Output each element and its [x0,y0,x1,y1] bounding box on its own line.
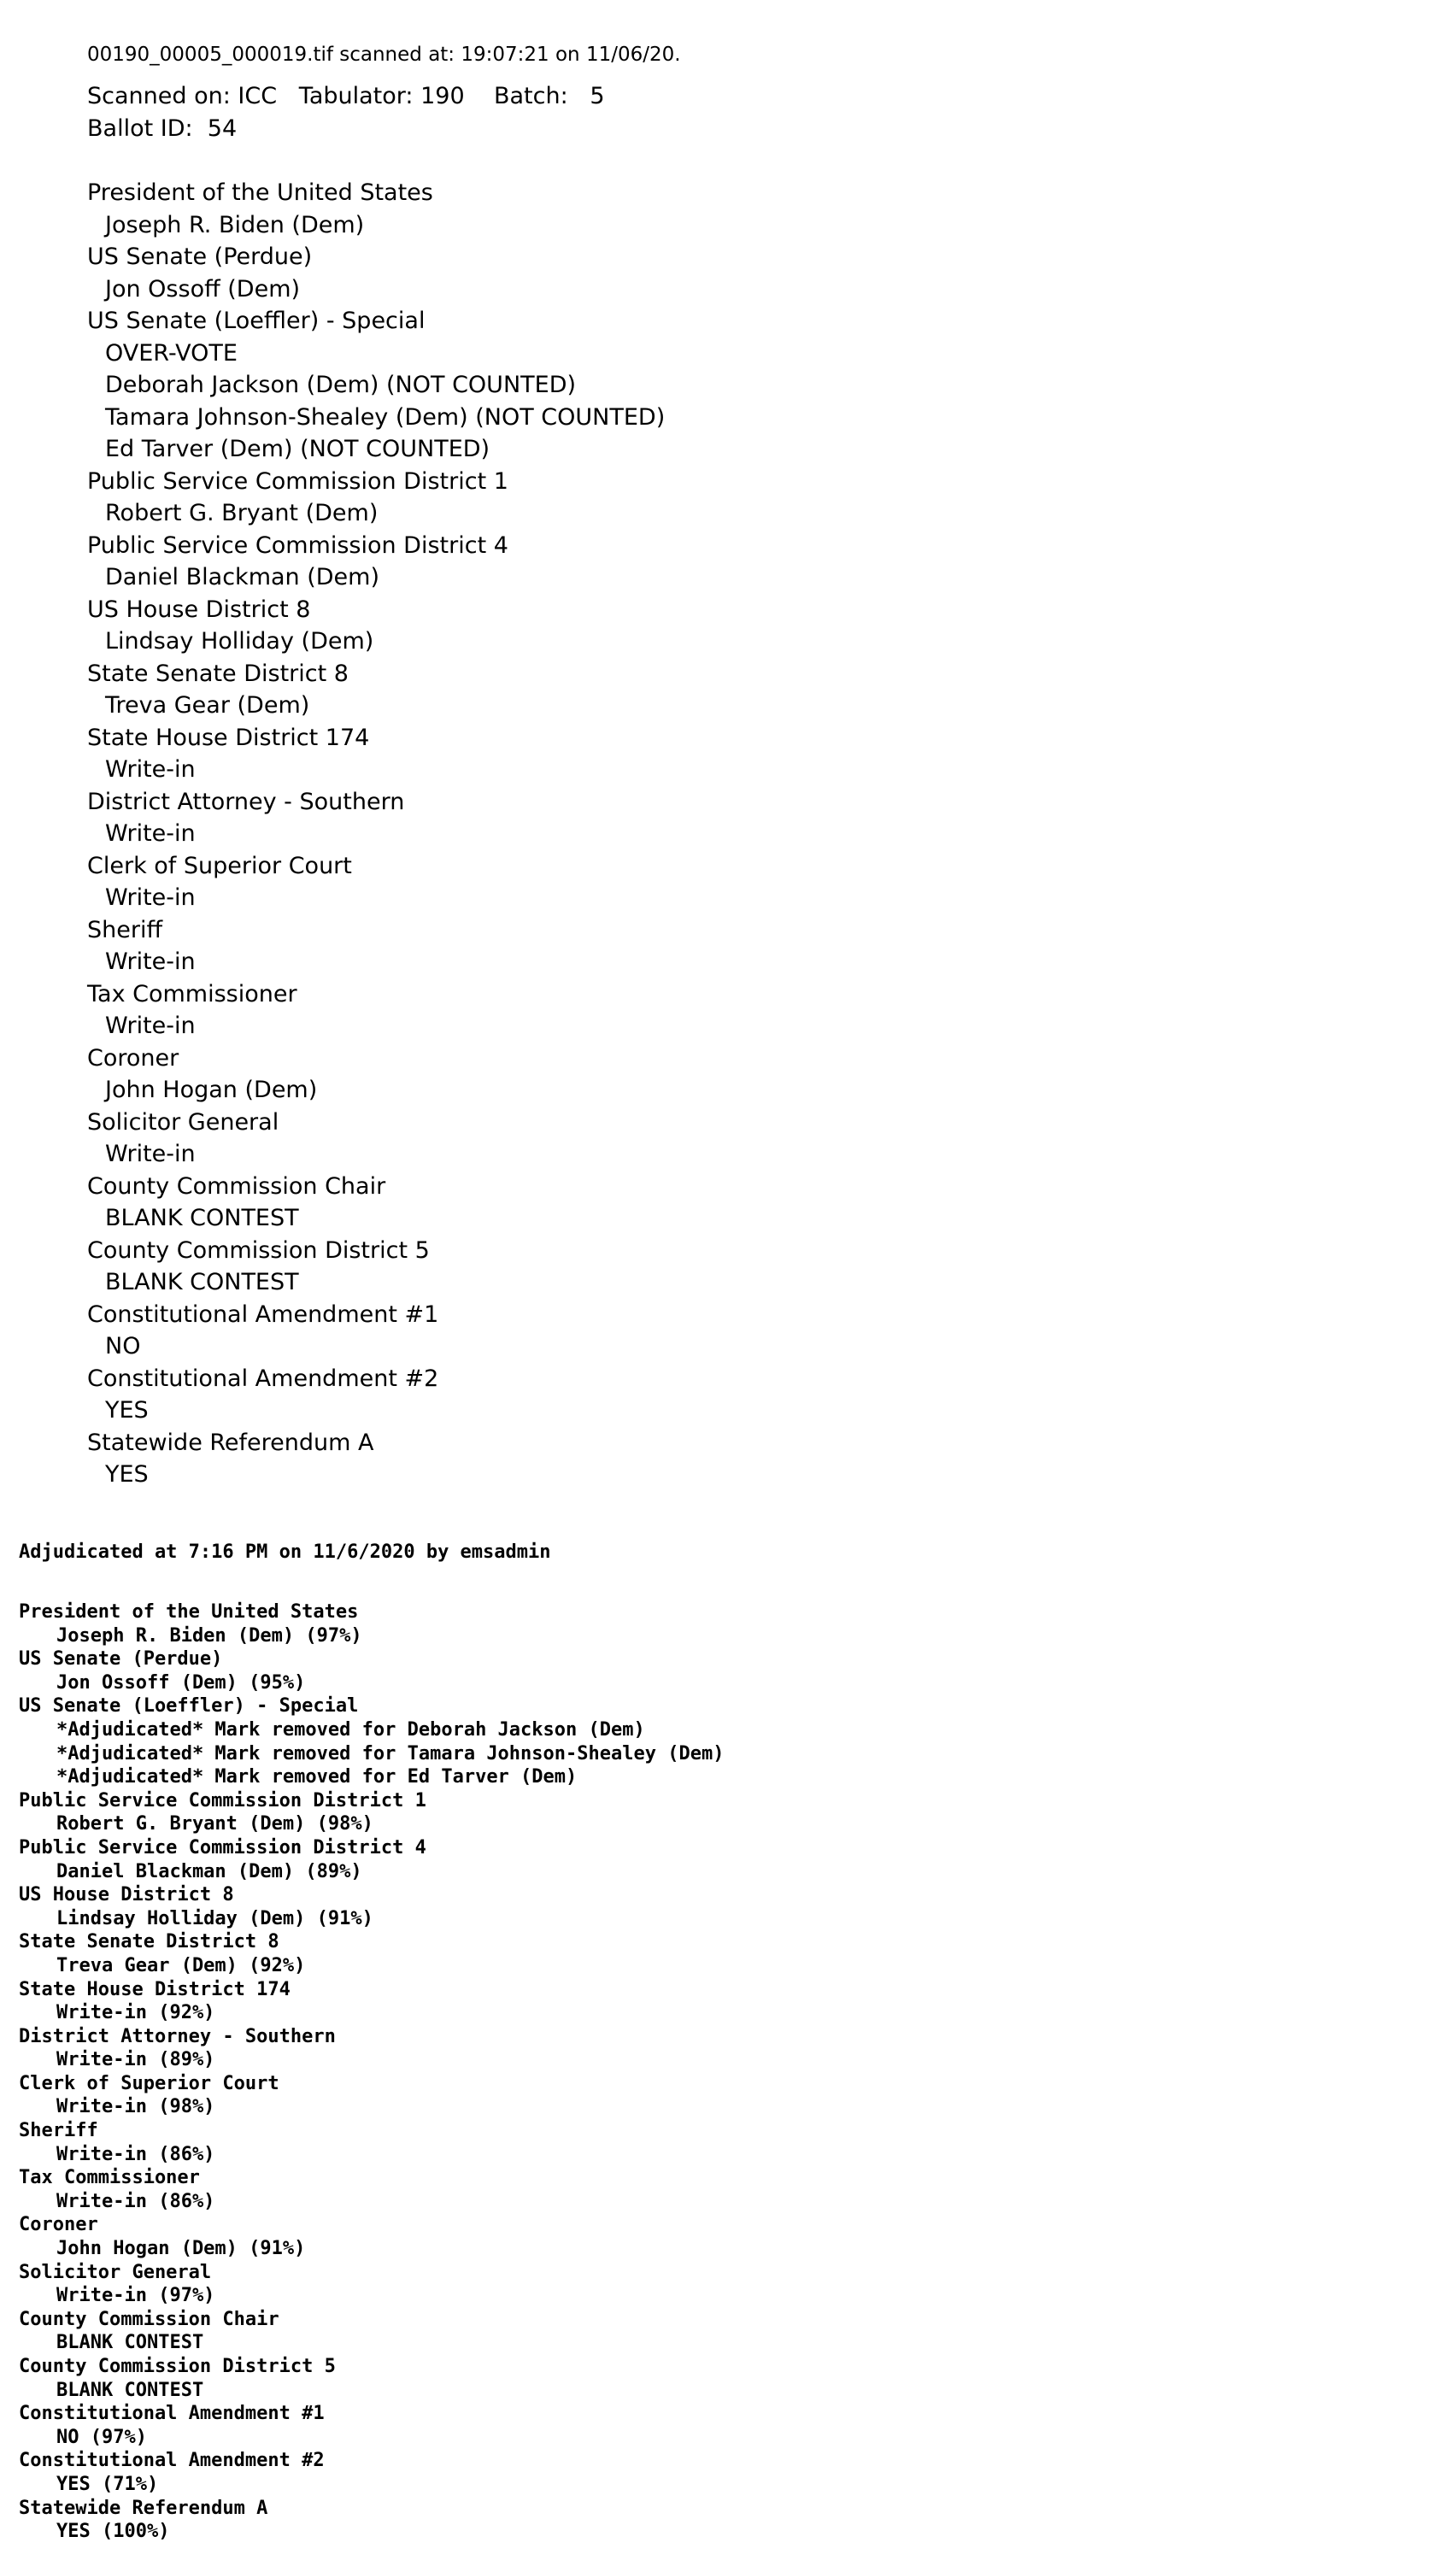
contest-choice: Treva Gear (Dem) [105,692,310,719]
contest-choice: Write-in [105,884,196,911]
adjudication-section [19,1541,724,2544]
contest-name: Coroner [19,2214,98,2236]
contest-name: County Commission District 5 [87,1236,430,1264]
contest-name: County Commission District 5 [19,2356,336,2377]
contest-name: Public Service Commission District 1 [87,467,508,495]
contest-name: County Commission Chair [87,1172,386,1200]
contest-choice: Treva Gear (Dem) (92%) [56,1954,306,1976]
contest-choice: YES (100%) [56,2521,170,2543]
contest-choice: Ed Tarver (Dem) (NOT COUNTED) [105,436,490,462]
contest-choice: Write-in (86%) [56,2190,215,2212]
contest-name: Constitutional Amendment #2 [87,1365,439,1392]
contest-name: District Attorney - Southern [87,788,405,815]
contest-choice: BLANK CONTEST [105,1205,299,1231]
contest-name: US Senate (Perdue) [87,244,313,270]
scan-contest-list [87,177,681,1491]
contest-name: US Senate (Perdue) [19,1648,223,1671]
contest-name: President of the United States [19,1601,359,1623]
contest-choice: Lindsay Holliday (Dem) (91%) [56,1907,373,1929]
contest-choice: BLANK CONTEST [56,2332,204,2354]
contest-choice: *Adjudicated* Mark removed for Tamara Johnson-Shealey (Dem) [56,1742,725,1764]
contest-name: District Attorney - Southern [19,2025,336,2047]
contest-choice: *Adjudicated* Mark removed for Deborah Jackson (Dem) [56,1718,645,1741]
contest-choice: Robert G. Bryant (Dem) (98%) [56,1813,373,1835]
contest-choice: Write-in (86%) [56,2143,215,2165]
contest-choice: Jon Ossoff (Dem) [105,275,301,302]
contest-choice: Tamara Johnson-Shealey (Dem) (NOT COUNTED) [105,403,666,431]
contest-name: Statewide Referendum A [19,2497,268,2519]
contest-name: Statewide Referendum A [87,1429,374,1456]
contest-name: Coroner [87,1044,179,1072]
contest-name: Solicitor General [87,1108,279,1136]
contest-choice: Write-in (97%) [56,2285,215,2307]
adjudication-contest-list [19,1600,724,2544]
scan-section [87,41,681,1491]
contest-name: Public Service Commission District 1 [19,1789,426,1811]
contest-choice: Write-in (92%) [56,2002,215,2024]
contest-name: Clerk of Superior Court [87,852,352,879]
contest-name: US Senate (Loeffler) - Special [87,308,426,334]
scanned-on-line: Scanned on: ICC Tabulator: 190 Batch: 5 [87,83,605,109]
contest-choice: Write-in [105,948,196,975]
contest-name: President of the United States [87,179,433,206]
contest-name: State House District 174 [87,724,370,751]
contest-name: US House District 8 [87,596,311,623]
contest-name: State House District 174 [19,1978,291,2000]
contest-choice: John Hogan (Dem) [105,1077,318,1103]
contest-name: Solicitor General [19,2261,212,2283]
contest-choice: Write-in [105,820,196,847]
contest-name: Constitutional Amendment #1 [19,2403,325,2425]
contest-choice: Joseph R. Biden (Dem) [105,211,365,238]
contest-name: Sheriff [87,916,163,943]
contest-name: Constitutional Amendment #2 [19,2450,325,2472]
contest-name: US House District 8 [19,1884,234,1906]
contest-choice: Daniel Blackman (Dem) (89%) [56,1860,362,1882]
contest-name: Constitutional Amendment #1 [87,1301,439,1328]
contest-choice: Write-in [105,1013,196,1039]
contest-name: Clerk of Superior Court [19,2072,279,2094]
adjudication-header: Adjudicated at 7:16 PM on 11/6/2020 by emsadmin [19,1541,551,1563]
contest-choice: Write-in (98%) [56,2096,215,2118]
contest-choice: NO [105,1333,141,1359]
contest-choice: John Hogan (Dem) (91%) [56,2238,306,2260]
contest-choice: Daniel Blackman (Dem) [105,564,380,590]
contest-choice: Jon Ossoff (Dem) (95%) [56,1671,306,1694]
contest-name: State Senate District 8 [19,1931,279,1953]
contest-name: Sheriff [19,2120,98,2142]
contest-name: Tax Commissioner [19,2167,200,2189]
contest-choice: Robert G. Bryant (Dem) [105,500,379,526]
contest-choice: YES (71%) [56,2473,159,2495]
contest-choice: Write-in [105,756,196,783]
contest-choice: YES [105,1461,149,1488]
contest-choice: Joseph R. Biden (Dem) (97%) [56,1624,362,1647]
scan-header: 00190_00005_000019.tif scanned at: 19:07:21 on 11/06/20. [87,44,681,66]
contest-choice: YES [105,1397,149,1424]
contest-choice: Write-in [105,1141,196,1167]
contest-choice: BLANK CONTEST [105,1269,299,1295]
contest-choice: *Adjudicated* Mark removed for Ed Tarver (Dem) [56,1766,578,1788]
contest-choice: Deborah Jackson (Dem) (NOT COUNTED) [105,372,577,398]
contest-name: Tax Commissioner [87,980,297,1007]
contest-choice: NO (97%) [56,2426,147,2448]
ballot-id-line: Ballot ID: 54 [87,115,238,142]
contest-name: State Senate District 8 [87,660,349,687]
contest-choice: OVER-VOTE [105,339,238,367]
scan-metadata [87,80,681,145]
contest-name: Public Service Commission District 4 [87,531,508,559]
contest-choice: Write-in (89%) [56,2049,215,2071]
contest-name: Public Service Commission District 4 [19,1836,426,1858]
contest-name: US Senate (Loeffler) - Special [19,1695,359,1718]
contest-choice: Lindsay Holliday (Dem) [105,628,374,655]
contest-choice: BLANK CONTEST [56,2379,204,2401]
contest-name: County Commission Chair [19,2308,279,2330]
